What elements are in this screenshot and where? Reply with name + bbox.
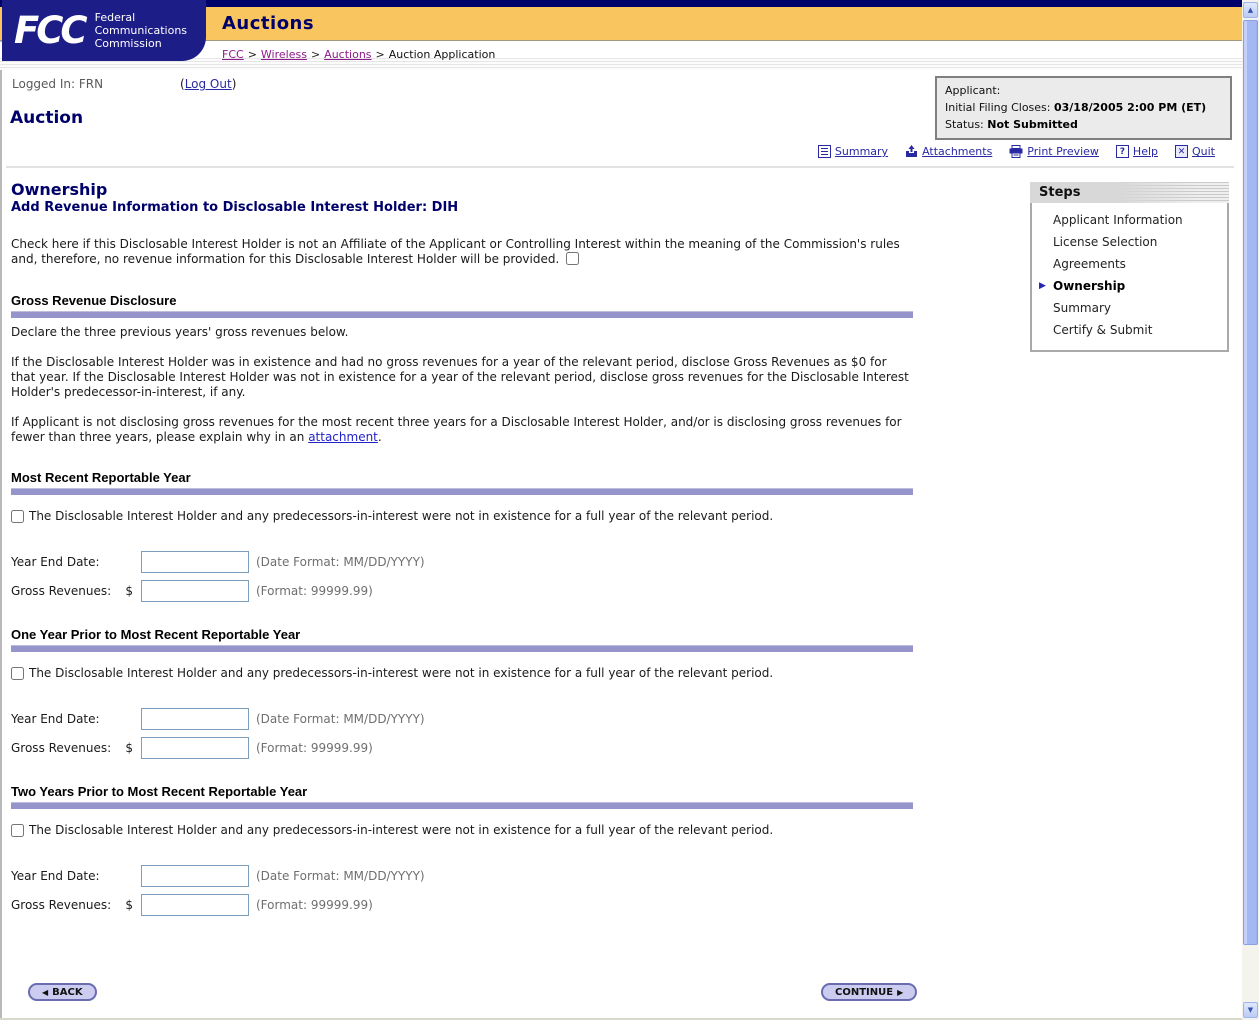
filing-closes-value: 03/18/2005 2:00 PM (ET): [1053, 101, 1207, 114]
print-preview-icon: [1009, 145, 1023, 158]
scrollbar-thumb[interactable]: [1243, 20, 1258, 945]
not-in-existence-row: [11, 509, 913, 524]
step-ownership[interactable]: ▶ Ownership: [1032, 275, 1227, 297]
year-end-date-input-1[interactable]: [141, 551, 249, 573]
scroll-down-button[interactable]: ▼: [1243, 1002, 1258, 1018]
continue-arrow-icon: ▶: [897, 987, 904, 997]
filing-closes-line: Initial Filing Closes: 03/18/2005 2:00 PM (ET): [945, 101, 1207, 114]
toolbar-summary-link[interactable]: Summary: [834, 145, 889, 158]
gross-revenues-input-3[interactable]: [141, 894, 249, 916]
gross-revenues-label: Gross Revenues:: [11, 740, 112, 755]
main-content: [11, 182, 913, 916]
step-summary[interactable]: Summary: [1053, 301, 1111, 315]
year-section-title-most-recent: Most Recent Reportable Year: [11, 470, 191, 485]
status-line: Status: Not Submitted: [945, 118, 1078, 131]
current-step-arrow-icon: ▶: [1039, 281, 1046, 291]
step-license-selection[interactable]: License Selection: [1053, 235, 1158, 249]
section-bar: [11, 311, 913, 318]
logout: (Log Out): [180, 77, 237, 91]
help-icon: ?: [1116, 145, 1129, 158]
gross-revenues-input-2[interactable]: [141, 737, 249, 759]
back-button[interactable]: [28, 983, 97, 1001]
attachment-link[interactable]: attachment: [308, 430, 378, 444]
step-certify-submit[interactable]: Certify & Submit: [1053, 323, 1153, 337]
gross-revenues-input-1[interactable]: [141, 580, 249, 602]
attachments-icon: [905, 145, 918, 158]
toolbar: [818, 145, 1215, 158]
gross-revenues-row: [11, 894, 913, 916]
toolbar-print-preview[interactable]: [1009, 145, 1099, 158]
revenue-format-hint: (Format: 99999.99): [256, 740, 373, 755]
applicant-status-box: [935, 76, 1232, 140]
step-agreements[interactable]: Agreements: [1053, 257, 1126, 271]
breadcrumb-separator: >: [375, 48, 385, 61]
summary-icon: [818, 145, 831, 158]
not-in-existence-checkbox-3[interactable]: [11, 824, 24, 837]
not-in-existence-row: [11, 666, 913, 681]
continue-button[interactable]: [821, 983, 917, 1001]
toolbar-quit[interactable]: [1175, 145, 1215, 158]
breadcrumb-separator: >: [247, 48, 257, 61]
not-in-existence-label: The Disclosable Interest Holder and any predecessors-in-interest were not in existence for a full year of the relevant period.: [29, 823, 774, 837]
toolbar-help[interactable]: [1116, 145, 1158, 158]
revenue-format-hint: (Format: 99999.99): [256, 897, 373, 912]
section-bar: [11, 802, 913, 809]
toolbar-help-link[interactable]: Help: [1132, 145, 1158, 158]
gross-revenues-row: [11, 580, 913, 602]
currency-symbol: $: [125, 897, 133, 912]
gross-revenues-label: Gross Revenues:: [11, 583, 112, 598]
year-end-date-input-3[interactable]: [141, 865, 249, 887]
steps-panel: [1030, 182, 1229, 352]
page-left-edge: [0, 0, 2, 1020]
back-arrow-icon: ◀: [42, 987, 49, 997]
toolbar-attachments[interactable]: [905, 145, 992, 158]
not-affiliate-checkbox[interactable]: [566, 252, 579, 265]
page-title: Auction: [10, 108, 84, 128]
banner-title: Auctions: [222, 13, 315, 34]
back-button-label: BACK: [52, 986, 83, 998]
logged-in-label: Logged In: FRN: [12, 77, 104, 91]
date-format-hint: (Date Format: MM/DD/YYYY): [256, 868, 425, 883]
toolbar-attachments-link[interactable]: Attachments: [922, 145, 993, 158]
date-format-hint: (Date Format: MM/DD/YYYY): [256, 711, 425, 726]
gross-revenues-row: [11, 737, 913, 759]
affiliate-intro-text: Check here if this Disclosable Interest Holder is not an Affiliate of the Applicant or Controlling Interest within the meaning of the Commission's rules and, therefore, no revenue information for this Disclosable Interest Holder will be provided.: [11, 237, 900, 266]
not-in-existence-checkbox-1[interactable]: [11, 510, 24, 523]
scroll-up-button[interactable]: ▲: [1243, 2, 1258, 18]
logout-link[interactable]: Log Out: [184, 77, 232, 91]
breadcrumb-link-auctions[interactable]: Auctions: [324, 48, 372, 61]
gross-revenue-p3: If Applicant is not disclosing gross revenues for the most recent three years for a Disclosable Interest Holder, and/or is disclosing gross revenues for fewer than three years, please explain why in an attachment.: [11, 415, 902, 444]
year-end-date-label: Year End Date:: [11, 711, 100, 726]
revenue-format-hint: (Format: 99999.99): [256, 583, 373, 598]
breadcrumb-current: Auction Application: [388, 48, 496, 61]
gross-revenue-p2: If the Disclosable Interest Holder was in existence and had no gross revenues for a year of the relevant period, disclose Gross Revenues as $0 for that year. If the Disclosable Interest Holder was not in existence for a year of the relevant period, disclose gross revenues for the Disclosable Interest Holder's predecessor-in-interest, if any.: [11, 355, 909, 399]
fcc-logo-text: Federal Communications Commission: [94, 11, 188, 50]
year-end-date-row: [11, 865, 913, 887]
year-end-date-label: Year End Date:: [11, 868, 100, 883]
not-in-existence-label: The Disclosable Interest Holder and any predecessors-in-interest were not in existence for a full year of the relevant period.: [29, 666, 774, 680]
steps-title: Steps: [1030, 182, 1229, 203]
toolbar-summary[interactable]: [818, 145, 888, 158]
not-in-existence-label: The Disclosable Interest Holder and any predecessors-in-interest were not in existence for a full year of the relevant period.: [29, 509, 774, 523]
toolbar-quit-link[interactable]: Quit: [1192, 145, 1215, 158]
fcc-logo-icon: FCC: [14, 9, 85, 52]
year-section-title-one-year-prior: One Year Prior to Most Recent Reportable Year: [11, 627, 301, 642]
not-in-existence-checkbox-2[interactable]: [11, 667, 24, 680]
not-in-existence-row: [11, 823, 913, 838]
continue-button-label: CONTINUE: [835, 986, 894, 998]
currency-symbol: $: [125, 740, 133, 755]
breadcrumb-link-wireless[interactable]: Wireless: [260, 48, 307, 61]
status-value: Not Submitted: [987, 118, 1078, 131]
section-bar: [11, 488, 913, 495]
quit-icon: ✕: [1175, 145, 1188, 158]
year-end-date-input-2[interactable]: [141, 708, 249, 730]
section-heading: Ownership: [11, 180, 108, 199]
currency-symbol: $: [125, 583, 133, 598]
vertical-scrollbar[interactable]: [1242, 0, 1259, 1020]
year-end-date-label: Year End Date:: [11, 554, 100, 569]
applicant-label: Applicant:: [945, 84, 1001, 97]
step-applicant-information[interactable]: Applicant Information: [1053, 213, 1183, 227]
gross-revenues-label: Gross Revenues:: [11, 897, 112, 912]
toolbar-print-preview-link[interactable]: Print Preview: [1027, 145, 1099, 158]
section-bar: [11, 645, 913, 652]
year-end-date-row: [11, 551, 913, 573]
year-end-date-row: [11, 708, 913, 730]
breadcrumb-separator: >: [310, 48, 321, 61]
year-section-title-two-years-prior: Two Years Prior to Most Recent Reportable Year: [11, 784, 308, 799]
date-format-hint: (Date Format: MM/DD/YYYY): [256, 554, 425, 569]
fcc-logo: [2, 0, 206, 61]
gross-revenue-disclosure-title: Gross Revenue Disclosure: [11, 293, 177, 308]
breadcrumb-link-fcc[interactable]: FCC: [222, 48, 244, 61]
breadcrumb: [220, 48, 495, 61]
gross-revenue-p1: Declare the three previous years' gross revenues below.: [11, 325, 349, 339]
section-subheading: Add Revenue Information to Disclosable Interest Holder: DIH: [11, 200, 459, 215]
steps-list: [1030, 203, 1229, 352]
header-divider: [6, 166, 1234, 168]
